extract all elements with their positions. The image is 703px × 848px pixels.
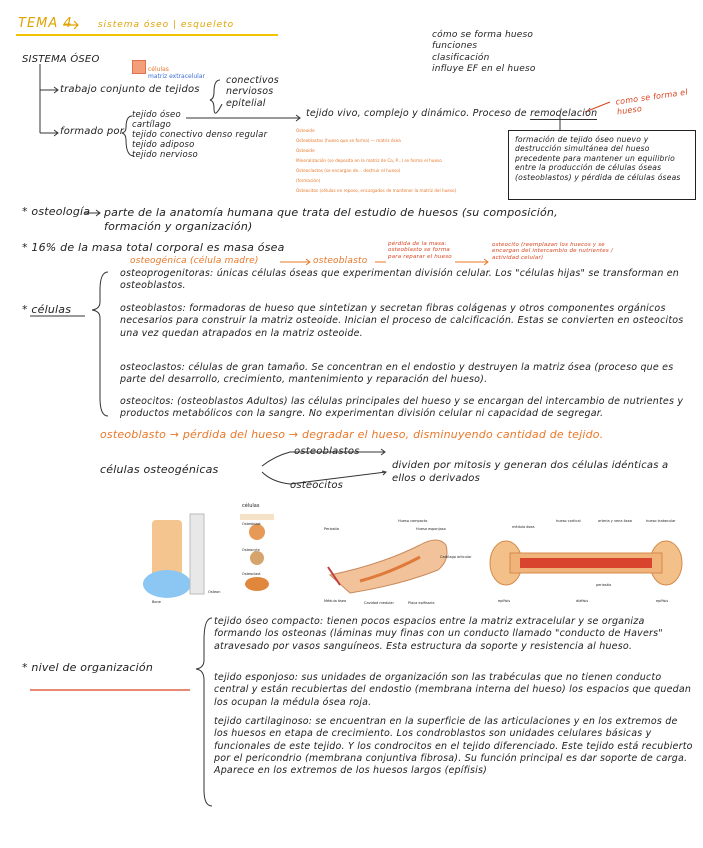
matrix-label: matriz extracelular (148, 73, 205, 80)
nivel-label: * nivel de organización (22, 661, 154, 674)
orange-notes: Osteoide Osteoblastos (hueso que se forma) — matriz ósea Osteoide Mineralización (se deposita en la matriz de Ca, P...) se forma el hueso Osteoclastos (se encargan de... destruir el hueso) (formación) Osteocitos (células en reposo, encargados de mantener la matriz del hueso) (296, 128, 457, 194)
figure-long-bone-section: Periostio Hueso compacto Hueso esponjoso Cartílago articular Médula ósea Cavidad medular Placa epifisaria (320, 515, 470, 610)
remodel-note: como se forma el hueso (614, 87, 689, 117)
celula-osteocitos: osteocitos: (osteoblastos Adultos) las células principales del hueso y se encargan del intercambio de nutrientes y productos metabólicos con la sangre. No experimentan división celular ni capacidad de segregar. (120, 396, 684, 420)
figure-bone-cells: células Osteoblast Osteocyte Osteoclast Bone Osteon (130, 500, 280, 610)
osteogenicas-text: dividen por mitosis y generan dos células idénticas a ellos o derivados (392, 460, 669, 484)
celulas-label: * células (22, 303, 72, 316)
celula-osteoblastos: osteoblastos: formadoras de hueso que sintetizan y secretan fibras colágenas y otros componentes orgánicos necesarios para construir la matriz osteoide. Inician el proceso de calcificación. Estas se convierten en osteocitos una vez quedan atrapados en la matriz osteoide. (120, 303, 684, 339)
osteoblasto-note: osteoblasto → pérdida del hueso → degradar el hueso, disminuyendo cantidad de tejido. (100, 428, 604, 441)
formado-list: tejido óseo cartílago tejido conectivo denso regular tejido adiposo tejido nervioso (132, 110, 268, 161)
osteologia-term: * osteología (22, 205, 91, 218)
note-osteogenica: osteogénica (célula madre) (130, 256, 259, 266)
remodelacion-term: remodelación (530, 108, 598, 119)
tissue-list: conectivos nerviosos epitelial (226, 75, 279, 109)
vivo-text: tejido vivo, complejo y dinámico. Proceso de remodelación (306, 108, 598, 119)
remodelacion-box: formación de tejido óseo nuevo y destrucción simultánea del hueso precedente para mantener un equilibrio entre la producción de células óseas (osteoblastos) y pérdida de células óseas (508, 130, 696, 200)
osteogenicas-a: osteoblastos (294, 446, 360, 457)
osteogenicas-b: osteocitos (290, 480, 344, 491)
nivel-cartilaginoso: tejido cartilaginoso: se encuentran en la superficie de las articulaciones y en los extremos de los huesos en etapa de crecimiento. Los condroblastos son unidades celulares básicas y funcionales de este tejido. Y los condrocitos en el tejido diferenciado. Este tejido está recubierto por el pericondrio (membrana conjuntiva fibrosa). Su función principal es dar soporte de carga. Aparece en los extremos de los huesos largos (epífisis) (214, 716, 693, 777)
topright-notes: cómo se forma hueso funciones clasificación influye EF en el hueso (432, 30, 536, 74)
page-title: TEMA 4 sistema óseo | esqueleto (18, 16, 235, 31)
celula-osteoprogenitoras: osteoprogenitoras: únicas células óseas que experimentan división celular. Los "células hijas" se transforman en osteoblastos. (120, 268, 680, 291)
note-osteocito: osteocito (reemplazan los huecos y se encargan del intercambio de nutrientes / actividad celular) (492, 242, 613, 261)
note-perdida: pérdida de la masa: osteoblasto se forma para reparar el hueso (388, 241, 452, 260)
cells-label: células (148, 66, 169, 73)
note-osteoblasto: osteoblasto (313, 256, 368, 266)
osteogenicas-label: células osteogénicas (100, 463, 219, 476)
cells-icon (132, 60, 146, 74)
formado-label: formado por (60, 126, 125, 137)
osteologia-def: parte de la anatomía humana que trata del estudio de huesos (su composición, formación y organización) (104, 206, 558, 233)
trabajo-text: trabajo conjunto de tejidos (60, 84, 200, 95)
celula-osteoclastos: osteoclastos: células de gran tamaño. Se concentran en el endostio y destruyen la matriz ósea (proceso que es parte del desarrollo, crecimiento, mantenimiento y reparación del hueso). (120, 362, 674, 386)
nivel-esponjoso: tejido esponjoso: sus unidades de organización son las trabéculas que no tienen conducto central y están recubiertas del endostio (membrana interna del hueso) los espacios que quedan los ocupan la médula ósea roja. (214, 672, 692, 708)
figure-long-bone: médula ósea hueso cortical arteria y vena ósea hueso trabecular periostio epífisis diáfisis epífisis (486, 515, 686, 610)
nivel-compacto: tejido óseo compacto: tienen pocos espacios entre la matriz extracelular y se organiza formando los osteonas (láminas muy finas con un conducto llamado "conducto de Havers" atravesado por vasos sanguíneos. Esta estructura da soporte y resistencia al hueso. (214, 616, 663, 652)
masa-text: * 16% de la masa total corporal es masa ósea (22, 241, 285, 254)
sistema-title: SISTEMA ÓSEO (22, 54, 100, 65)
title-underline (16, 34, 278, 36)
